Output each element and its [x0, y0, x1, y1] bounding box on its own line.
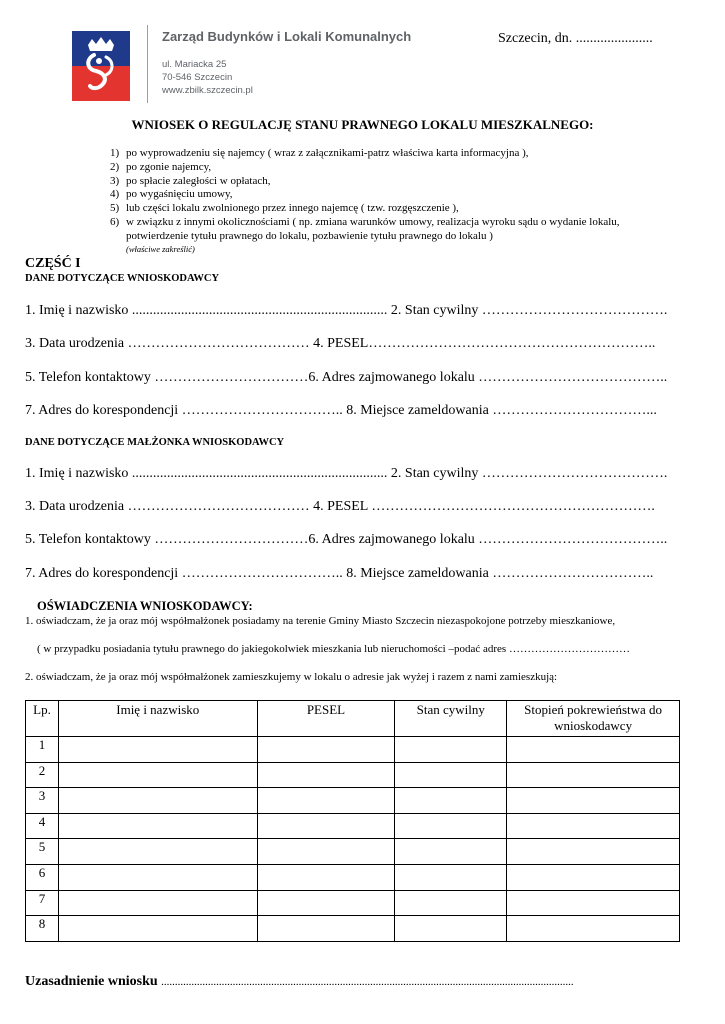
spouse-birthdate-pesel-field[interactable]: 3. Data urodzenia ………………………………… 4. PESEL …………………………………………………….	[25, 499, 655, 514]
pesel-cell[interactable]	[257, 916, 395, 942]
marital-status-cell[interactable]	[395, 864, 507, 890]
column-header-lp: Lp.	[26, 701, 59, 737]
pesel-cell[interactable]	[257, 864, 395, 890]
marital-status-cell[interactable]	[395, 890, 507, 916]
name-cell[interactable]	[58, 762, 257, 788]
table-row	[26, 916, 680, 942]
marital-status-cell[interactable]	[395, 788, 507, 814]
column-header-relationship: Stopień pokrewieństwa do wnioskodawcy	[507, 701, 680, 737]
row-number: 7	[26, 890, 59, 916]
pesel-cell[interactable]	[257, 839, 395, 865]
name-cell[interactable]	[58, 839, 257, 865]
relationship-cell[interactable]	[507, 890, 680, 916]
name-cell[interactable]	[58, 890, 257, 916]
purpose-item[interactable]: 3) po spłacie zaległości w opłatach,	[110, 174, 271, 187]
row-number: 1	[26, 737, 59, 763]
marital-status-cell[interactable]	[395, 737, 507, 763]
justification-dots: ......................................................................................................................................................	[161, 976, 574, 988]
row-number: 6	[26, 864, 59, 890]
relationship-cell[interactable]	[507, 813, 680, 839]
name-cell[interactable]	[58, 813, 257, 839]
table-row	[26, 788, 680, 814]
relationship-cell[interactable]	[507, 762, 680, 788]
relationship-cell[interactable]	[507, 737, 680, 763]
declaration-2: 2. oświadczam, że ja oraz mój współmałżonek zamieszkujemy w lokalu o adresie jak wyżej i razem z nami zamieszkują:	[25, 671, 558, 683]
applicant-name-status-field[interactable]: 1. Imię i nazwisko ......................................................................... 2. Stan cywilny ………………………………….	[25, 303, 668, 318]
row-number: 2	[26, 762, 59, 788]
relationship-cell[interactable]	[507, 864, 680, 890]
address-website: www.zbilk.szczecin.pl	[162, 85, 253, 96]
purpose-item[interactable]: 1) po wyprowadzeniu się najemcy ( wraz z załącznikami-patrz właściwa karta informacyjna ),	[110, 147, 529, 159]
table-row	[26, 839, 680, 865]
relationship-cell[interactable]	[507, 916, 680, 942]
relationship-cell[interactable]	[507, 788, 680, 814]
purpose-item[interactable]: 2) po zgonie najemcy,	[110, 160, 212, 173]
applicant-phone-address-field[interactable]: 5. Telefon kontaktowy ……………………………6. Adres zajmowanego lokalu …………………………………..	[25, 370, 668, 385]
spouse-name-status-field[interactable]: 1. Imię i nazwisko ......................................................................... 2. Stan cywilny ………………………………….	[25, 466, 668, 481]
applicant-birthdate-pesel-field[interactable]: 3. Data urodzenia ………………………………… 4. PESEL……………………………………………………..	[25, 336, 656, 351]
declaration-1: 1. oświadczam, że ja oraz mój współmałżonek posiadamy na terenie Gminy Miasto Szczecin niezaspokojone potrzeby mieszkaniowe,	[25, 615, 616, 627]
logo-divider	[147, 25, 148, 103]
pesel-cell[interactable]	[257, 762, 395, 788]
table-header-row	[26, 701, 680, 737]
declarations-heading: OŚWIADCZENIA WNIOSKODAWCY:	[37, 599, 253, 613]
declaration-1-address-field[interactable]: ( w przypadku posiadania tytułu prawnego do jakiegokolwiek mieszkania lub nieruchomości –podać adres ……………………………	[37, 643, 630, 655]
marital-status-cell[interactable]	[395, 813, 507, 839]
marital-status-cell[interactable]	[395, 839, 507, 865]
row-number: 8	[26, 916, 59, 942]
column-header-pesel: PESEL	[257, 701, 395, 737]
purpose-note: (właściwe zakreślić)	[126, 243, 195, 254]
spouse-correspondence-registration-field[interactable]: 7. Adres do korespondencji …………………………….. 8. Miejsce zameldowania ……………………………..	[25, 566, 654, 581]
table-row	[26, 737, 680, 763]
justification-field[interactable]	[25, 974, 574, 990]
column-header-name: Imię i nazwisko	[58, 701, 257, 737]
name-cell[interactable]	[58, 737, 257, 763]
pesel-cell[interactable]	[257, 813, 395, 839]
marital-status-cell[interactable]	[395, 762, 507, 788]
row-number: 4	[26, 813, 59, 839]
row-number: 3	[26, 788, 59, 814]
name-cell[interactable]	[58, 788, 257, 814]
household-members-table	[25, 700, 680, 942]
relationship-cell[interactable]	[507, 839, 680, 865]
row-number: 5	[26, 839, 59, 865]
pesel-cell[interactable]	[257, 737, 395, 763]
column-header-marital-status: Stan cywilny	[395, 701, 507, 737]
purpose-item-continuation: potwierdzenie tytułu prawnego do lokalu, pozbawienie tytułu prawnego do lokalu )	[126, 229, 493, 242]
address-street: ul. Mariacka 25	[162, 59, 227, 70]
table-row	[26, 762, 680, 788]
spouse-phone-address-field[interactable]: 5. Telefon kontaktowy ……………………………6. Adres zajmowanego lokalu …………………………………..	[25, 532, 668, 547]
table-row	[26, 864, 680, 890]
pesel-cell[interactable]	[257, 788, 395, 814]
document-title: WNIOSEK O REGULACJĘ STANU PRAWNEGO LOKALU MIESZKALNEGO:	[131, 117, 594, 132]
purpose-item[interactable]: 4) po wygaśnięciu umowy,	[110, 188, 233, 201]
purpose-list	[110, 147, 690, 255]
organization-address	[162, 58, 253, 97]
marital-status-cell[interactable]	[395, 916, 507, 942]
table-row	[26, 890, 680, 916]
table-row	[26, 813, 680, 839]
purpose-item[interactable]: 6) w związku z innymi okolicznościami ( np. zmiana warunków umowy, realizacja wyroku sądu o wydanie lokalu,	[110, 215, 620, 228]
applicant-correspondence-registration-field[interactable]: 7. Adres do korespondencji …………………………….. 8. Miejsce zameldowania ……………………………...	[25, 403, 657, 418]
part-heading: CZĘŚĆ I	[25, 256, 81, 271]
justification-label: Uzasadnienie wniosku	[25, 974, 158, 989]
pesel-cell[interactable]	[257, 890, 395, 916]
spouse-heading: DANE DOTYCZĄCE MAŁŻONKA WNIOSKODAWCY	[25, 437, 285, 448]
purpose-item[interactable]: 5) lub części lokalu zwolnionego przez innego najemcę ( tzw. rozgęszczenie ),	[110, 202, 459, 215]
organization-name: Zarząd Budynków i Lokali Komunalnych	[162, 29, 412, 44]
name-cell[interactable]	[58, 864, 257, 890]
applicant-heading: DANE DOTYCZĄCE WNIOSKODAWCY	[25, 273, 220, 284]
address-city: 70-546 Szczecin	[162, 72, 233, 83]
place-date-field[interactable]: Szczecin, dn. ......................	[498, 31, 653, 46]
zbilk-logo	[72, 31, 130, 101]
name-cell[interactable]	[58, 916, 257, 942]
